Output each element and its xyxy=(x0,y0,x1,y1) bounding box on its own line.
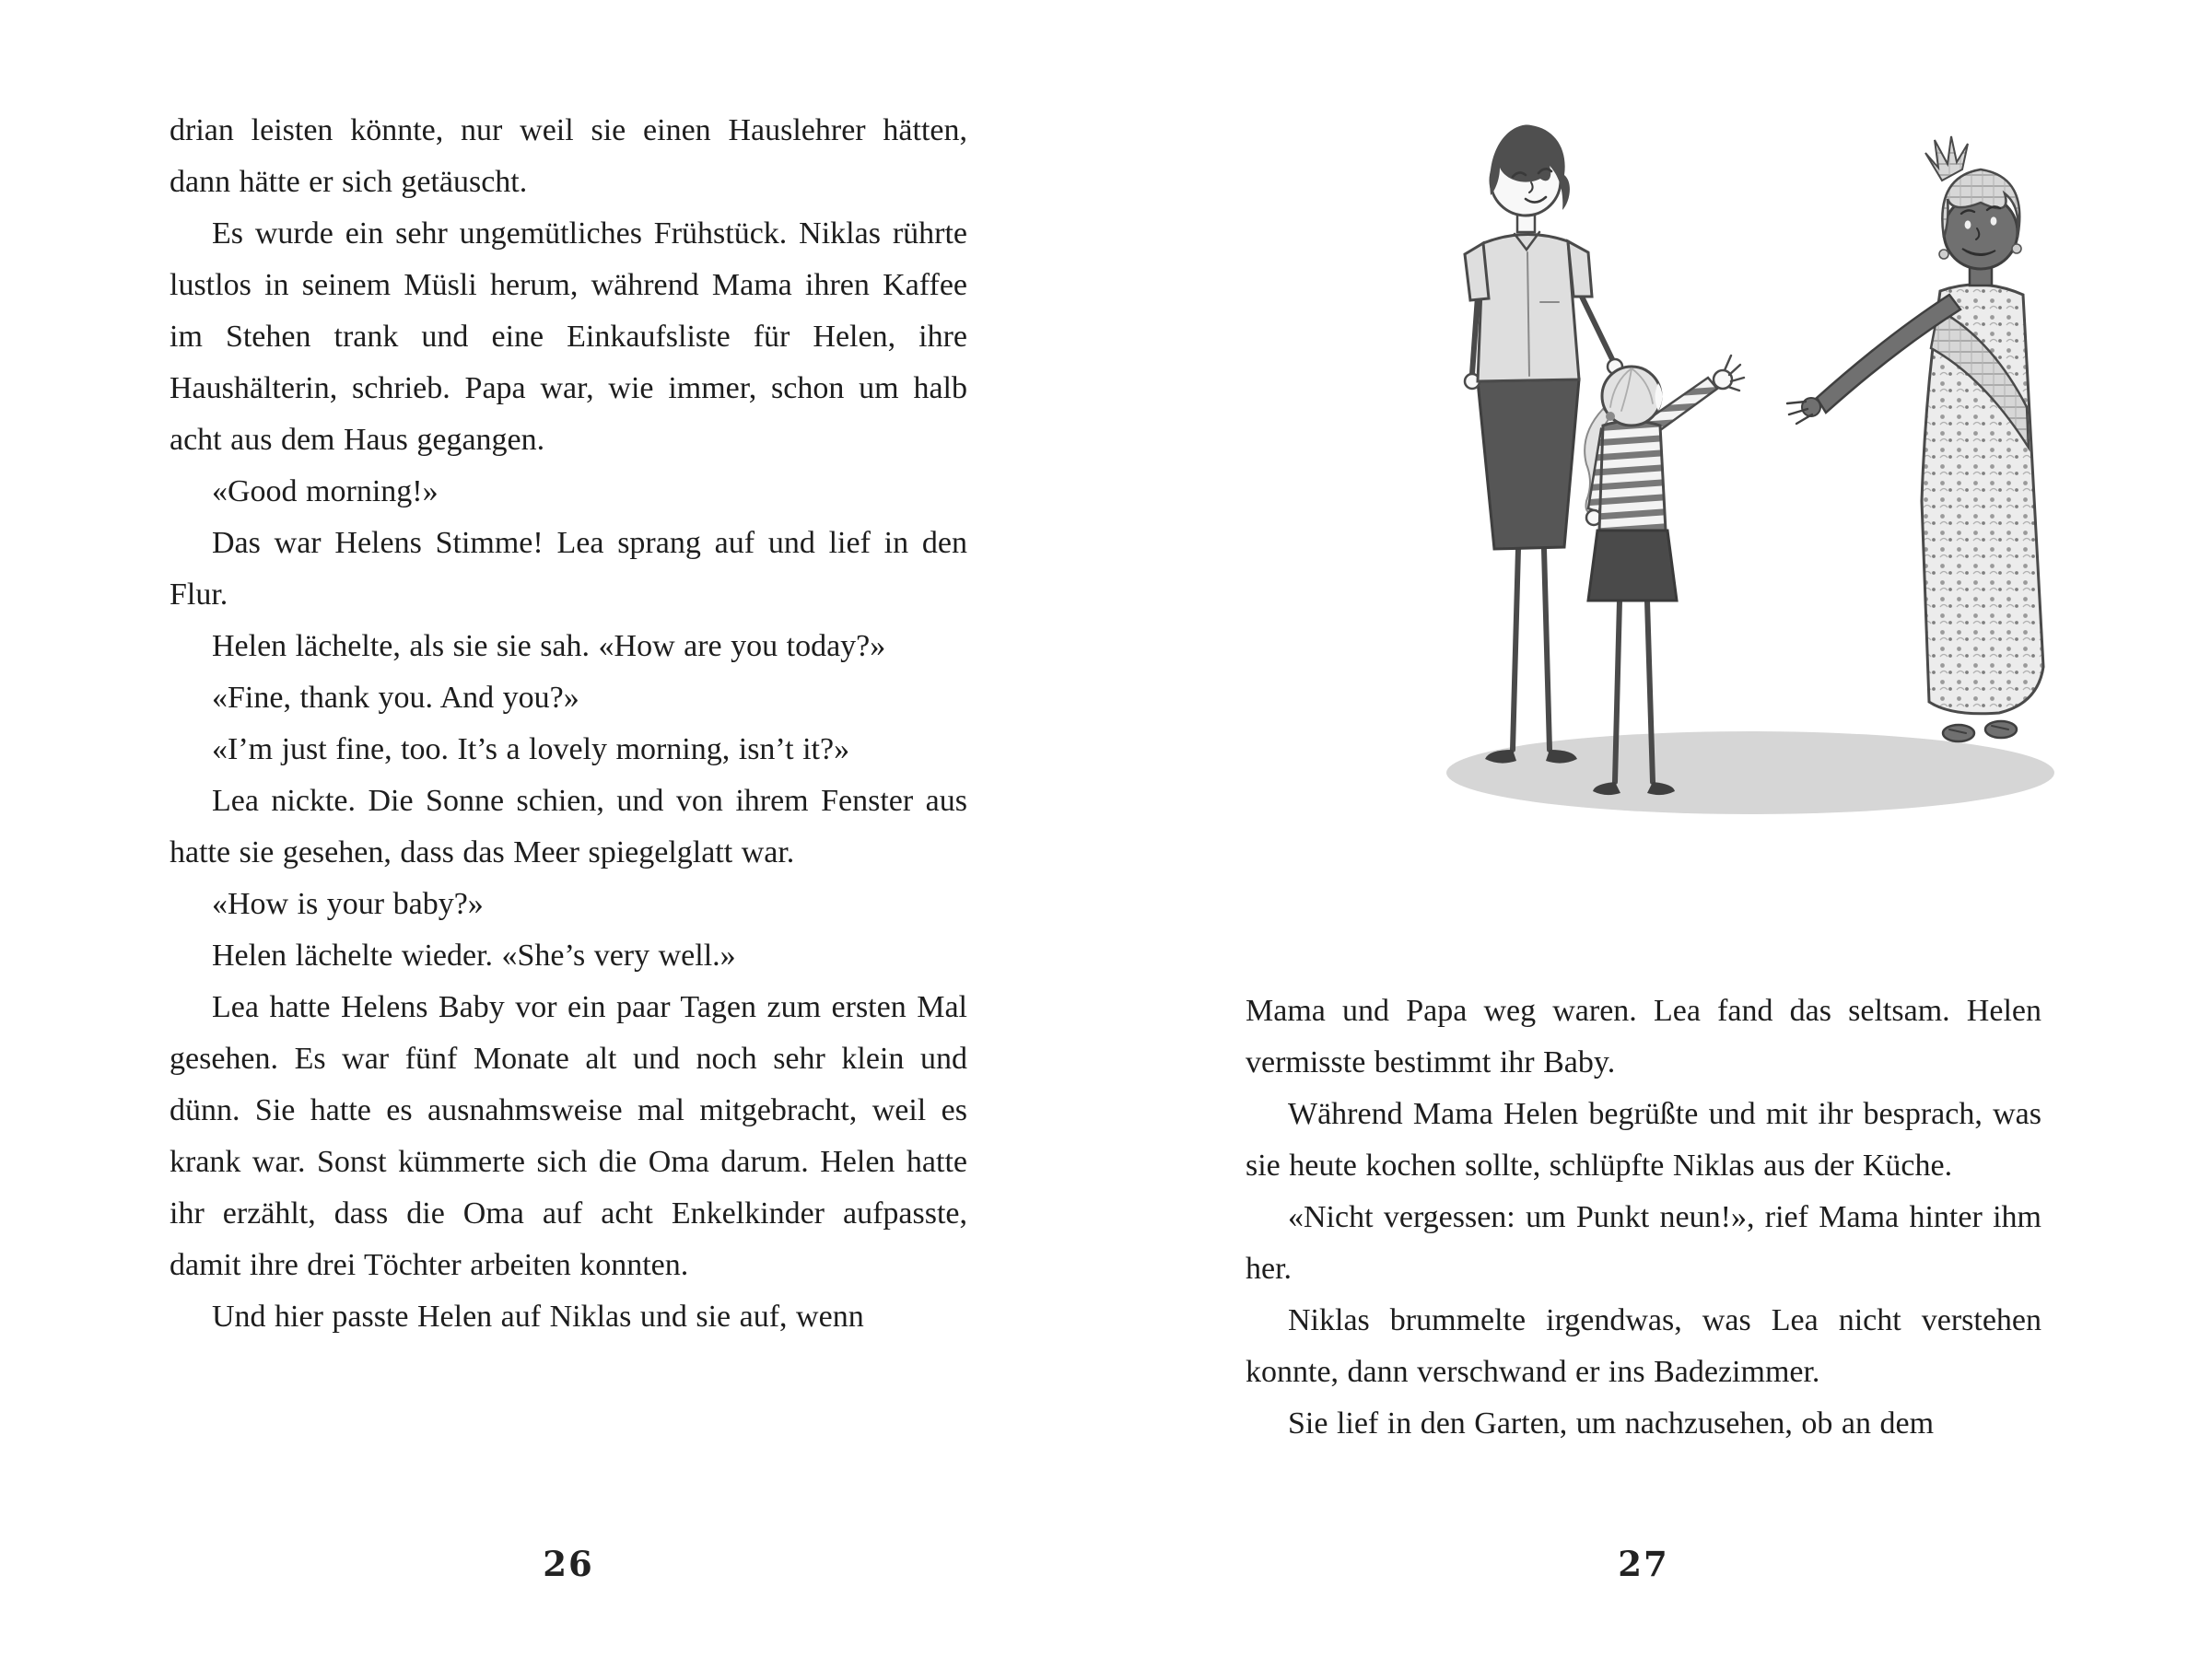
right-page-text xyxy=(1246,986,2041,1450)
figure-helen xyxy=(1787,136,2043,741)
paragraph: Lea nickte. Die Sonne schien, und von ihrem Fenster aus hatte sie gesehen, dass das Meer spiegelglatt war. xyxy=(170,784,967,869)
ground-shadow xyxy=(1446,731,2054,814)
paragraph: drian leisten könnte, nur weil sie einen Hauslehrer hätten, dann hätte er sich getäuscht. xyxy=(170,113,967,199)
paragraph: Das war Helens Stimme! Lea sprang auf und lief in den Flur. xyxy=(170,526,967,612)
paragraph: «I’m just fine, too. It’s a lovely morning, isn’t it?» xyxy=(212,732,850,766)
paragraph: Sie lief in den Garten, um nachzusehen, ob an dem xyxy=(1288,1406,1935,1441)
book-illustration xyxy=(1391,114,2087,833)
left-page-text xyxy=(170,105,967,1343)
page-number-left: 26 xyxy=(543,1544,594,1584)
paragraph: «Good morning!» xyxy=(212,474,439,508)
paragraph: Und hier passte Helen auf Niklas und sie auf, wenn xyxy=(212,1300,864,1334)
figure-lea xyxy=(1585,356,1744,795)
paragraph: Mama und Papa weg waren. Lea fand das seltsam. Helen vermisste bestimmt ihr Baby. xyxy=(1246,994,2041,1079)
page-number-right: 27 xyxy=(1618,1544,1669,1584)
paragraph: Während Mama Helen begrüßte und mit ihr besprach, was sie heute kochen sollte, schlüpfte Niklas aus der Küche. xyxy=(1246,1097,2041,1183)
paragraph: Niklas brummelte irgendwas, was Lea nicht verstehen konnte, dann verschwand er ins Badezimmer. xyxy=(1246,1303,2041,1389)
paragraph: Helen lächelte, als sie sie sah. «How are you today?» xyxy=(212,629,886,663)
paragraph: Lea hatte Helens Baby vor ein paar Tagen zum ersten Mal gesehen. Es war fünf Monate alt und noch sehr klein und dünn. Sie hatte es ausnahmsweise mal mitgebracht, weil es krank war. Sonst kümmerte sich die Oma darum. Helen hatte ihr erzählt, dass die Oma auf acht Enkelkinder aufpasste, damit ihre drei Töchter arbeiten konnten. xyxy=(170,990,967,1282)
paragraph: «Fine, thank you. And you?» xyxy=(212,681,579,715)
paragraph: «Nicht vergessen: um Punkt neun!», rief Mama hinter ihm her. xyxy=(1246,1200,2041,1286)
paragraph: «How is your baby?» xyxy=(212,887,484,921)
paragraph: Helen lächelte wieder. «She’s very well.» xyxy=(212,939,736,973)
paragraph: Es wurde ein sehr ungemütliches Frühstück. Niklas rührte lustlos in seinem Müsli herum, während Mama ihren Kaffee im Stehen trank und eine Einkaufsliste für Helen, ihre Haushälterin, schrieb. Papa war, wie immer, schon um halb acht aus dem Haus gegangen. xyxy=(170,216,967,457)
